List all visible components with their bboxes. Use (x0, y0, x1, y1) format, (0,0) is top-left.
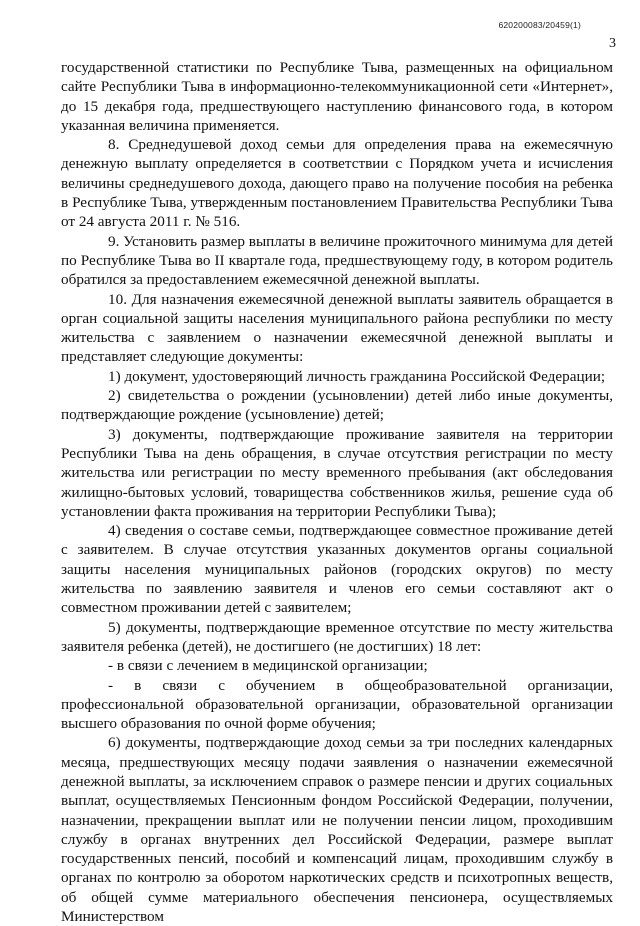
sub-item-medical: - в связи с лечением в медицинской организации; (108, 657, 428, 675)
list-item-6: 6) документы, подтверждающие доход семьи за три последних календарных месяца, предшествующих месяцу подачи заявления о назначении ежемесячной денежной выплаты, за исключением справок о размере пенсии и других социальных выплат, осуществляемых Пенсионным фондом Российской Федерации, получении, назначении, прекращении выплат или не получении пенсии лицом, проходившим службу в органах внутренних дел Российской Федерации, размере выплат государственных пенсий, пособий и компенсаций лицам, проходившим службу в органах по контролю за оборотом наркотических средств и психотропных веществ, об общей сумме материального обеспечения пенсионера, осуществляемых Министерством (61, 734, 613, 926)
paragraph-10: 10. Для назначения ежемесячной денежной выплаты заявитель обращается в орган социальной защиты населения муниципального района республики по месту жительства с заявлением о назначении ежемесячной денежной выплаты и представляет следующие документы: (61, 290, 613, 366)
paragraph-8: 8. Среднедушевой доход семьи для определения права на ежемесячную денежную выплату определяется в соответствии с Порядком учета и исчисления величины среднедушевого дохода, дающего право на получение пособия на ребенка в Республике Тыва, утвержденным постановлением Правительства Республики Тыва от 24 августа 2011 г. № 516. (61, 136, 613, 231)
list-item-4: 4) сведения о составе семьи, подтверждающее совместное проживание детей с заявителем. В случае отсутствия указанных документов органы социальной защиты населения муниципальных районов (городских округов) по месту жительства по заявлению заявителя и членов его семьи составляют акт о совместном проживании детей с заявителем; (61, 522, 613, 617)
document-body (61, 58, 613, 926)
list-item-5: 5) документы, подтверждающие временное отсутствие по месту жительства заявителя ребенка (детей), не достигшего (не достигших) 18 лет: (61, 618, 613, 655)
sub-item-education: - в связи с обучением в общеобразовательной организации, профессиональной образовательной организации, образовательной организации высшего образования по очной форме обучения; (61, 676, 613, 733)
list-item-3: 3) документы, подтверждающие проживание заявителя на территории Республики Тыва на день обращения, в случае отсутствия регистрации по месту жительства или регистрации по месту временного пребывания (акт обследования жилищно-бытовых условий, товарищества собственников жилья, решение суда об установлении факта проживания на территории Республики Тыва); (61, 425, 613, 520)
paragraph-9: 9. Установить размер выплаты в величине прожиточного минимума для детей по Республике Тыва во II квартале года, предшествующему году, в котором родитель обратился за предоставлением ежемесячной денежной выплаты. (61, 232, 613, 289)
paragraph-continuation: государственной статистики по Республике Тыва, размещенных на официальном сайте Республики Тыва в информационно-телекоммуникационной сети «Интернет», до 15 декабря года, предшествующего наступлению финансового года, в котором указанная величина применяется. (61, 59, 613, 134)
list-item-1: 1) документ, удостоверяющий личность гражданина Российской Федерации; (108, 367, 606, 385)
page-number: 3 (609, 36, 616, 51)
list-item-2: 2) свидетельства о рождении (усыновлении) детей либо иные документы, подтверждающие рождение (усыновление) детей; (61, 387, 613, 424)
document-id: 620200083/20459(1) (498, 20, 581, 30)
